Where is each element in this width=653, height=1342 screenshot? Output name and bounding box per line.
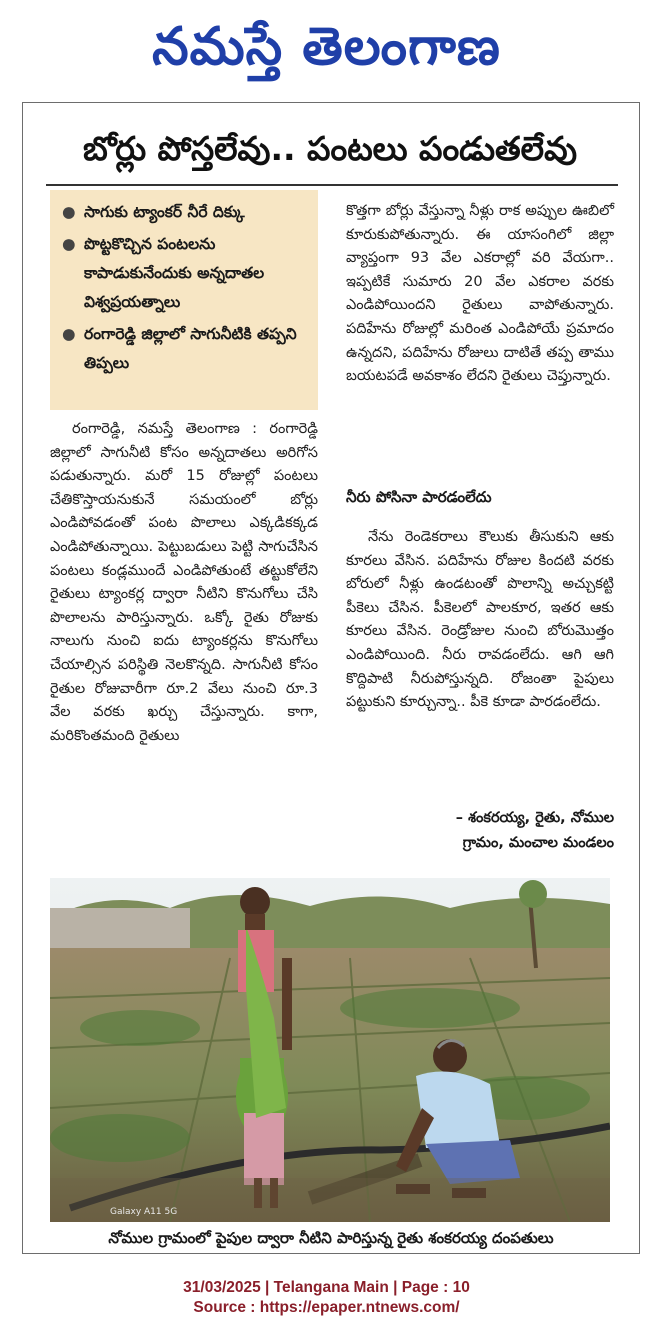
article-headline: బోర్లు పోస్తలేవు.. పంటలు పండుతలేవు <box>82 129 578 168</box>
bullet-icon: ● <box>62 325 76 343</box>
highlight-item <box>62 230 312 317</box>
body-paragraph: రంగారెడ్డి, నమస్తే తెలంగాణ : రంగారెడ్డి జిల్లాలో సాగునీటి కోసం అన్నదాతలు అరిగోస పడుతున్నారు. మరో 15 రోజుల్లో పంటలు చేతికొస్తాయనుకునే సమయంలో బోర్లు ఎండిపోవడంతో పంట పొలాలు ఎక్కడికక్కడ ఎండిపోతున్నాయి. పెట్టుబడులు పెట్టి సాగుచేసిన పంటలు కండ్లముందే ఎండిపోతుంటే తట్టుకోలేని రైతులు ట్యాంకర్ల ద్వారా నీటిని కొనుగోలు చేసి పొలాలను పారిస్తున్నారు. ఒక్కో రైతు రోజుకు నాలుగు నుంచి ఐదు ట్యాంకర్లను కొనుగోలు చేయాల్సిన పరిస్థితి నెలకొన్నది. సాగునీటి కోసం రైతుల రోజువారీగా రూ.2 వేలు నుంచి రూ.3 వేల వరకు ఖర్చు చేస్తున్నారు. కాగా, మరికొంతమంది రైతులు <box>50 421 318 744</box>
article-photo <box>50 878 610 1222</box>
farmer-quote <box>346 526 614 715</box>
body-paragraph: కొత్తగా బోర్లు వేస్తున్నా నీళ్లు రాక అప్పుల ఊబిలో కూరుకుపోతున్నారు. ఈ యాసంగిలో జిల్లా వ్యాప్తంగా 93 వేల ఎకరాల్లో వరి వేయగా.. ఇప్పటికే సుమారు 20 వేల ఎకరాల వరకు ఎండిపోయిందని రైతులు వాపోతున్నారు. పదిహేను రోజుల్లో మరింత ఎండిపోయే ప్రమాదం ఉన్నదని, పదిహేను రోజులు దాటితే తప్ప తాము బయటపడే అవకాశం లేదని రైతులు చెప్తున్నారు. <box>346 203 614 385</box>
bullet-icon: ● <box>62 203 76 221</box>
field-photo-illustration <box>50 878 610 1222</box>
headline-divider <box>46 184 618 186</box>
highlights-box <box>50 190 318 410</box>
quote-paragraph: నేను రెండెకరాలు కౌలుకు తీసుకుని ఆకు కూరలు వేసిన. పదిహేను రోజుల కిందటి వరకు బోరులో నీళ్లు ఉండటంతో పొలాన్ని అచ్చుకట్టి పీకెలు చేసిన. పీకెలలో పాలకూర, ఇతర ఆకు కూరలు వేసిన. రెండ్రోజుల నుంచి బోరుమొత్తం ఎండిపోయింది. నీరు రావడంలేదు. ఆగి ఆగి కొద్దిపాటి నీరుపోస్తున్నది. రోజంతా పైపులు పట్టుకుని కూర్చున్నా.. పీకె కూడా పారడంలేదు. <box>346 529 614 711</box>
photo-watermark: Galaxy A11 5G <box>110 1207 178 1217</box>
quote-credit-line: గ్రామం, మంచాల మండలం <box>462 835 614 851</box>
quote-credit-line: – శంకరయ్య, రైతు, నోముల <box>455 810 614 826</box>
page-footer <box>0 1278 653 1318</box>
article-body-right <box>346 200 614 389</box>
highlight-text: సాగుకు ట్యాంకర్ నీరే దిక్కు <box>84 203 245 221</box>
section-subheading: నీరు పోసినా పారడంలేదు <box>346 488 492 506</box>
photo-caption: నోముల గ్రామంలో పైపుల ద్వారా నీటిని పారిస్తున్న రైతు శంకరయ్య దంపతులు <box>108 1229 554 1247</box>
masthead-logo: నమస్తే తెలంగాణ <box>152 17 501 77</box>
highlight-item <box>62 320 312 378</box>
highlight-text: రంగారెడ్డి జిల్లాలో సాగునీటికి తప్పని తిప్పలు <box>84 325 297 372</box>
article-body-left <box>50 418 318 748</box>
footer-source: Source : https://epaper.ntnews.com/ <box>193 1299 460 1316</box>
footer-date-page: 31/03/2025 | Telangana Main | Page : 10 <box>183 1279 470 1296</box>
highlight-text: పొట్టకొచ్చిన పంటలను కాపాడుకునేందుకు అన్నదాతల విశ్వప్రయత్నాలు <box>84 235 265 311</box>
bullet-icon: ● <box>62 235 76 253</box>
highlight-item <box>62 198 312 227</box>
quote-credit <box>346 806 614 856</box>
